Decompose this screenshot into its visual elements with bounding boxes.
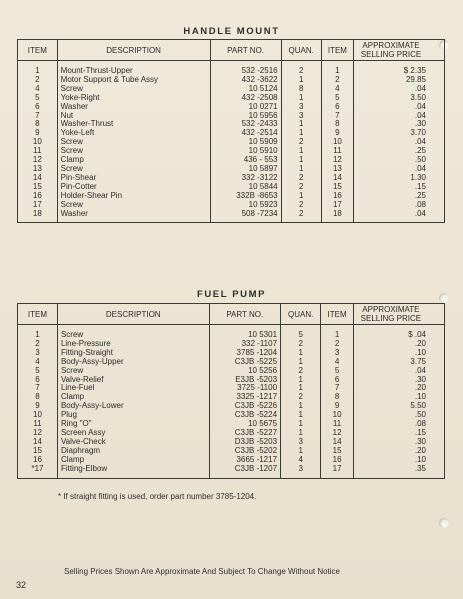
cell-description: Pin-Cotter — [57, 183, 210, 192]
cell-item: 9 — [18, 402, 58, 411]
cell-part-no: E3JB -5203 — [209, 376, 281, 385]
cell-item-ref: 3 — [321, 349, 353, 358]
cell-quantity: 8 — [281, 85, 321, 94]
cell-description: Valve-Check — [57, 438, 209, 447]
cell-item: 15 — [18, 183, 58, 192]
cell-part-no: C3JB -5226 — [209, 402, 281, 411]
cell-item: 15 — [18, 447, 58, 456]
cell-quantity: 1 — [281, 411, 321, 420]
cell-part-no: 3325 -1217 — [209, 393, 281, 402]
cell-item: *17 — [18, 465, 58, 478]
cell-description: Washer — [57, 103, 210, 112]
cell-item: 16 — [18, 192, 58, 201]
cell-description: Line-Fuel — [57, 384, 209, 393]
cell-item-ref: 17 — [321, 465, 353, 478]
cell-quantity: 1 — [281, 94, 321, 103]
cell-item: 14 — [18, 438, 58, 447]
cell-price: 5.50 — [353, 402, 444, 411]
fuel-pump-table — [17, 303, 445, 479]
cell-part-no: 10 5844 — [210, 183, 281, 192]
cell-item: 11 — [18, 147, 58, 156]
cell-price: .04 — [354, 112, 445, 121]
cell-description: Line-Pressure — [57, 340, 209, 349]
cell-part-no: 532 -2433 — [210, 120, 281, 129]
handle-mount-table — [17, 39, 445, 223]
cell-price: .20 — [353, 384, 444, 393]
cell-quantity: 2 — [281, 393, 321, 402]
cell-item: 8 — [18, 120, 58, 129]
cell-part-no: C3JB -5224 — [209, 411, 281, 420]
cell-price: .20 — [353, 447, 444, 456]
price-disclaimer: Selling Prices Shown Are Approximate And Subject To Change Without Notice — [64, 567, 341, 576]
cell-price: .04 — [354, 165, 445, 174]
cell-description: Clamp — [57, 456, 209, 465]
cell-description: Clamp — [57, 393, 209, 402]
cell-item-ref: 12 — [321, 156, 353, 165]
col-header-quan: QUAN. — [281, 40, 321, 61]
page-number: 32 — [16, 580, 27, 590]
cell-description: Ring "O" — [57, 420, 209, 429]
cell-quantity: 3 — [281, 112, 321, 121]
cell-quantity: 2 — [281, 210, 321, 223]
cell-item-ref: 6 — [321, 103, 353, 112]
cell-price: .08 — [354, 201, 445, 210]
cell-price: .30 — [353, 438, 444, 447]
cell-description: Fitting-Elbow — [57, 465, 209, 478]
cell-item: 12 — [18, 156, 58, 165]
cell-item: 14 — [18, 174, 58, 183]
cell-description: Plug — [57, 411, 209, 420]
cell-item-ref: 9 — [321, 129, 353, 138]
cell-part-no: 10 5124 — [210, 85, 281, 94]
handle-mount-title: HANDLE MOUNT — [183, 26, 280, 37]
cell-description: Yoke-Right — [57, 94, 210, 103]
col-header-item2: ITEM — [321, 304, 353, 325]
cell-item: 13 — [18, 165, 58, 174]
cell-price: .10 — [353, 456, 444, 465]
cell-quantity: 2 — [281, 367, 321, 376]
cell-item: 3 — [18, 349, 58, 358]
cell-quantity: 2 — [281, 138, 321, 147]
cell-price: .25 — [354, 192, 445, 201]
cell-quantity: 5 — [281, 325, 321, 340]
cell-quantity: 3 — [281, 438, 321, 447]
cell-quantity: 1 — [281, 447, 321, 456]
cell-price: .20 — [353, 340, 444, 349]
cell-item: 12 — [18, 429, 58, 438]
cell-item: 4 — [18, 85, 58, 94]
cell-item: 1 — [18, 325, 58, 340]
cell-quantity: 2 — [281, 183, 321, 192]
cell-description: Mount-Thrust-Upper — [57, 61, 210, 76]
cell-quantity: 3 — [281, 103, 321, 112]
table-row — [18, 210, 445, 223]
cell-item: 11 — [18, 420, 58, 429]
cell-description: Motor Support & Tube Assy — [57, 76, 210, 85]
cell-part-no: 508 -7234 — [210, 210, 281, 223]
cell-item: 8 — [18, 393, 58, 402]
fuel-pump-title: FUEL PUMP — [196, 289, 267, 300]
cell-part-no: 10 5923 — [210, 201, 281, 210]
cell-item: 2 — [18, 76, 58, 85]
cell-part-no: C3JB -1207 — [209, 465, 281, 478]
col-header-part-no: PART NO. — [210, 40, 281, 61]
cell-part-no: 10 5909 — [210, 138, 281, 147]
cell-price: $ .04 — [353, 325, 444, 340]
cell-quantity: 2 — [281, 174, 321, 183]
cell-item: 2 — [18, 340, 58, 349]
table-row — [18, 61, 445, 76]
cell-price: .35 — [353, 465, 444, 478]
cell-quantity: 1 — [281, 165, 321, 174]
cell-description: Nut — [57, 112, 210, 121]
cell-description: Clamp — [57, 156, 210, 165]
fuel-pump-rows — [18, 325, 445, 479]
table-header-row — [18, 304, 445, 325]
cell-price: .04 — [354, 85, 445, 94]
cell-item-ref: 13 — [321, 165, 353, 174]
cell-item-ref: 16 — [321, 456, 353, 465]
cell-price: .04 — [354, 138, 445, 147]
cell-item: 7 — [18, 384, 58, 393]
cell-part-no: 3725 -1100 — [209, 384, 281, 393]
col-header-item: ITEM — [18, 304, 58, 325]
cell-description: Washer-Thrust — [57, 120, 210, 129]
cell-description: Screen Assy — [57, 429, 209, 438]
cell-item-ref: 11 — [321, 420, 353, 429]
cell-price: .10 — [353, 349, 444, 358]
cell-part-no: 432 -2508 — [210, 94, 281, 103]
cell-item: 4 — [18, 358, 58, 367]
cell-item: 1 — [18, 61, 58, 76]
col-header-price: APPROXIMATE SELLING PRICE — [353, 304, 444, 325]
cell-description: Screw — [57, 138, 210, 147]
cell-part-no: 10 0271 — [210, 103, 281, 112]
cell-part-no: 532 -2516 — [210, 61, 281, 76]
cell-item-ref: 5 — [321, 367, 353, 376]
cell-part-no: 432 -2514 — [210, 129, 281, 138]
cell-price: .08 — [353, 420, 444, 429]
cell-item-ref: 4 — [321, 85, 353, 94]
table-row — [18, 325, 445, 340]
cell-item-ref: 8 — [321, 120, 353, 129]
handle-mount-rows — [18, 61, 445, 223]
cell-item-ref: 18 — [321, 210, 353, 223]
cell-item-ref: 11 — [321, 147, 353, 156]
cell-description: Screw — [57, 367, 209, 376]
cell-part-no: C3JB -5202 — [209, 447, 281, 456]
cell-quantity: 1 — [281, 384, 321, 393]
cell-description: Body-Assy-Upper — [57, 358, 209, 367]
cell-quantity: 2 — [281, 340, 321, 349]
cell-part-no: 10 5956 — [210, 112, 281, 121]
cell-price: .50 — [354, 156, 445, 165]
cell-description: Yoke-Left — [57, 129, 210, 138]
cell-price: 3.75 — [353, 358, 444, 367]
cell-item: 5 — [18, 367, 58, 376]
cell-price: 3.50 — [354, 94, 445, 103]
cell-item: 10 — [18, 138, 58, 147]
cell-item: 6 — [18, 103, 58, 112]
col-header-quan: QUAN. — [281, 304, 321, 325]
cell-item-ref: 12 — [321, 429, 353, 438]
cell-item-ref: 1 — [321, 61, 353, 76]
cell-quantity: 1 — [281, 402, 321, 411]
cell-part-no: 10 5910 — [210, 147, 281, 156]
cell-description: Screw — [57, 147, 210, 156]
cell-description: Screw — [57, 165, 210, 174]
cell-quantity: 1 — [281, 147, 321, 156]
cell-item: 7 — [18, 112, 58, 121]
cell-item-ref: 2 — [321, 340, 353, 349]
col-header-description: DESCRIPTION — [57, 40, 210, 61]
cell-item-ref: 16 — [321, 192, 353, 201]
cell-description: Valve-Relief — [57, 376, 209, 385]
cell-part-no: 3785 -1204 — [209, 349, 281, 358]
cell-part-no: 332 -3122 — [210, 174, 281, 183]
cell-item-ref: 14 — [321, 174, 353, 183]
cell-quantity: 4 — [281, 456, 321, 465]
table-row — [18, 465, 445, 478]
cell-description: Body-Assy-Lower — [57, 402, 209, 411]
cell-quantity: 2 — [281, 201, 321, 210]
cell-item-ref: 5 — [321, 94, 353, 103]
col-header-item: ITEM — [18, 40, 58, 61]
cell-part-no: 436 - 553 — [210, 156, 281, 165]
cell-part-no: D3JB -5203 — [209, 438, 281, 447]
cell-price: .04 — [354, 210, 445, 223]
cell-price: .30 — [353, 376, 444, 385]
cell-quantity: 3 — [281, 465, 321, 478]
cell-price: .04 — [353, 367, 444, 376]
cell-description: Diaphragm — [57, 447, 209, 456]
cell-item-ref: 4 — [321, 358, 353, 367]
cell-price: .25 — [354, 147, 445, 156]
cell-item: 10 — [18, 411, 58, 420]
cell-item-ref: 7 — [321, 384, 353, 393]
cell-part-no: C3JB -5225 — [209, 358, 281, 367]
cell-part-no: 10 5256 — [209, 367, 281, 376]
cell-quantity: 1 — [281, 358, 321, 367]
cell-description: Screw — [57, 85, 210, 94]
cell-description: Screw — [57, 201, 210, 210]
cell-price: .15 — [354, 183, 445, 192]
cell-item: 16 — [18, 456, 58, 465]
table-row — [18, 103, 445, 112]
cell-price: 3.70 — [354, 129, 445, 138]
cell-part-no: C3JB -5227 — [209, 429, 281, 438]
cell-item: 9 — [18, 129, 58, 138]
cell-quantity: 1 — [281, 429, 321, 438]
cell-part-no: 10 5897 — [210, 165, 281, 174]
cell-description: Pin-Shear — [57, 174, 210, 183]
cell-item-ref: 2 — [321, 76, 353, 85]
cell-item: 17 — [18, 201, 58, 210]
footnote: * If straight fitting is used, order part number 3785-1204. — [58, 492, 257, 501]
cell-item: 18 — [18, 210, 58, 223]
cell-item-ref: 15 — [321, 183, 353, 192]
cell-price: 29.85 — [354, 76, 445, 85]
cell-item-ref: 8 — [321, 393, 353, 402]
cell-price: .50 — [353, 411, 444, 420]
cell-part-no: 10 5675 — [209, 420, 281, 429]
table-row — [18, 402, 445, 411]
cell-item-ref: 14 — [321, 438, 353, 447]
cell-quantity: 1 — [281, 156, 321, 165]
col-header-part-no: PART NO. — [209, 304, 281, 325]
cell-price: .30 — [354, 120, 445, 129]
cell-price: $ 2.35 — [354, 61, 445, 76]
cell-quantity: 1 — [281, 349, 321, 358]
cell-quantity: 1 — [281, 76, 321, 85]
cell-description: Fitting-Straight — [57, 349, 209, 358]
cell-description: Holder-Shear Pin — [57, 192, 210, 201]
cell-description: Screw — [57, 325, 209, 340]
cell-item-ref: 1 — [321, 325, 353, 340]
cell-item: 6 — [18, 376, 58, 385]
col-header-price: APPROXIMATE SELLING PRICE — [354, 40, 445, 61]
col-header-description: DESCRIPTION — [57, 304, 209, 325]
cell-part-no: 332B -8653 — [210, 192, 281, 201]
binder-hole — [439, 518, 449, 528]
cell-item-ref: 9 — [321, 402, 353, 411]
cell-quantity: 1 — [281, 120, 321, 129]
cell-item-ref: 6 — [321, 376, 353, 385]
cell-quantity: 1 — [281, 192, 321, 201]
cell-quantity: 2 — [281, 61, 321, 76]
cell-description: Washer — [57, 210, 210, 223]
cell-quantity: 1 — [281, 129, 321, 138]
cell-price: .04 — [354, 103, 445, 112]
cell-price: .15 — [353, 429, 444, 438]
cell-item-ref: 10 — [321, 411, 353, 420]
cell-price: .10 — [353, 393, 444, 402]
table-header-row — [18, 40, 445, 61]
cell-part-no: 332 -1107 — [209, 340, 281, 349]
cell-item: 5 — [18, 94, 58, 103]
cell-item-ref: 17 — [321, 201, 353, 210]
cell-quantity: 1 — [281, 420, 321, 429]
cell-item-ref: 10 — [321, 138, 353, 147]
cell-item-ref: 15 — [321, 447, 353, 456]
col-header-item2: ITEM — [321, 40, 353, 61]
cell-part-no: 10 5301 — [209, 325, 281, 340]
cell-part-no: 432 -3622 — [210, 76, 281, 85]
cell-quantity: 1 — [281, 376, 321, 385]
cell-item-ref: 7 — [321, 112, 353, 121]
cell-price: 1.30 — [354, 174, 445, 183]
cell-part-no: 3665 -1217 — [209, 456, 281, 465]
